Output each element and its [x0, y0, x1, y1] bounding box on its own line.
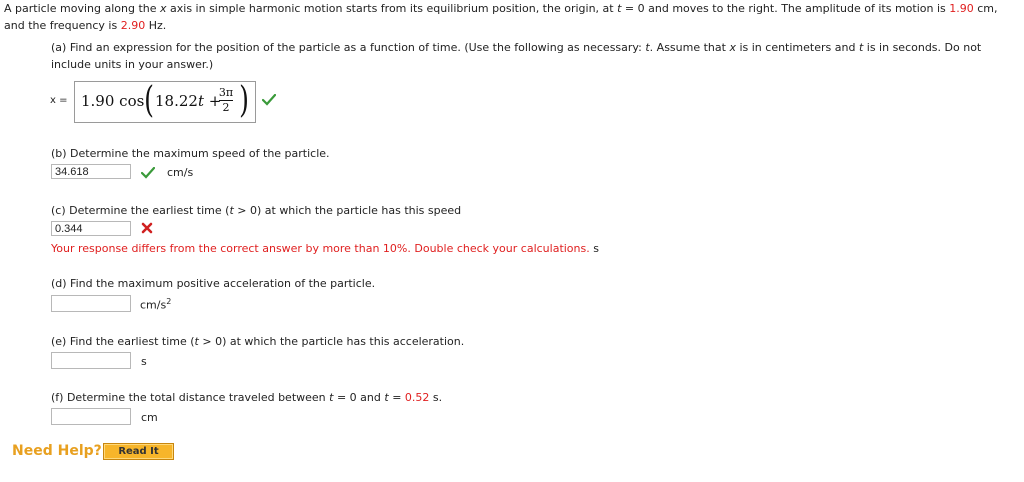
question-text: s.	[429, 391, 443, 404]
intro-var-t: t	[617, 2, 622, 15]
answer-var-t: t	[197, 92, 204, 110]
intro-text: Hz.	[145, 19, 167, 32]
var-t: t	[645, 41, 650, 54]
question-text: (f) Determine the total distance traveled between	[51, 391, 330, 404]
var-t: t	[858, 41, 864, 54]
part-b-answer-field[interactable]: 34.618	[51, 164, 131, 179]
part-a-label: x =	[50, 95, 68, 106]
part-b-unit: cm/s	[167, 166, 194, 179]
var-x: x	[729, 41, 736, 54]
answer-coefficient: 1.90 cos	[81, 92, 145, 110]
check-icon	[141, 167, 155, 179]
question-text: . Assume that	[649, 41, 730, 54]
unit-text: cm/s	[140, 298, 167, 312]
need-help-label: Need Help?	[12, 443, 102, 459]
answer-plus: +	[203, 92, 222, 110]
part-f-question	[51, 389, 442, 406]
question-text: = 0 and	[333, 391, 385, 404]
question-text: is in centimeters and	[735, 41, 859, 54]
part-a-answer-field[interactable]	[74, 81, 256, 123]
part-f-answer-field[interactable]	[51, 408, 131, 425]
question-text: (e) Find the earliest time (	[51, 335, 195, 348]
read-it-button[interactable]: Read It	[103, 443, 174, 460]
part-f-unit: cm	[141, 411, 158, 424]
phase-fraction	[216, 87, 236, 114]
part-c-feedback	[51, 240, 599, 257]
right-paren: )	[239, 80, 249, 121]
question-text: > 0) at which the particle has this acceleration.	[198, 335, 465, 348]
cross-icon	[141, 222, 153, 234]
time-value: 0.52	[404, 391, 430, 404]
unit-exponent: 2	[166, 297, 172, 306]
question-text: =	[388, 391, 405, 404]
part-d-answer-field[interactable]	[51, 295, 131, 312]
part-e-question	[51, 333, 464, 350]
fraction-numerator: 3π	[218, 86, 234, 99]
frequency-value: 2.90	[120, 19, 146, 32]
question-text: (a) Find an expression for the position of the particle as a function of time. (Use the following as necessary:	[51, 41, 646, 54]
part-d-question: (d) Find the maximum positive acceleration of the particle.	[51, 277, 376, 290]
var-t: t	[194, 335, 199, 348]
part-e-answer-field[interactable]	[51, 352, 131, 369]
error-feedback: Your response differs from the correct answer by more than 10%. Double check your calculations.	[51, 242, 590, 255]
var-t: t	[384, 391, 389, 404]
part-b-question: (b) Determine the maximum speed of the particle.	[51, 147, 330, 160]
intro-text: A particle moving along the	[4, 2, 160, 15]
intro-text: cm, and the frequency is	[4, 2, 998, 32]
part-c-question	[51, 202, 461, 219]
part-c-answer-field[interactable]: 0.344	[51, 221, 131, 236]
var-t: t	[229, 204, 234, 217]
intro-var-x: x	[160, 2, 167, 15]
problem-intro	[4, 0, 1016, 34]
check-icon	[262, 94, 276, 106]
var-t: t	[329, 391, 334, 404]
question-text: (c) Determine the earliest time (	[51, 204, 230, 217]
left-paren: (	[144, 80, 154, 121]
intro-text: axis in simple harmonic motion starts from its equilibrium position, the origin, at	[166, 2, 618, 15]
question-text: is in seconds. Do not include units in your answer.)	[51, 41, 982, 71]
question-text: > 0) at which the particle has this speed	[233, 204, 462, 217]
fraction-denominator: 2	[222, 101, 230, 114]
part-c-unit: s	[593, 242, 599, 255]
amplitude-value: 1.90	[949, 2, 974, 15]
part-a-question	[51, 39, 1001, 73]
angular-frequency-value: 18.22	[155, 92, 198, 110]
part-e-unit: s	[141, 355, 147, 368]
part-d-unit	[140, 297, 171, 312]
answer-angular-frequency	[155, 92, 221, 110]
intro-text: = 0 and moves to the right. The amplitude of its motion is	[621, 2, 950, 15]
